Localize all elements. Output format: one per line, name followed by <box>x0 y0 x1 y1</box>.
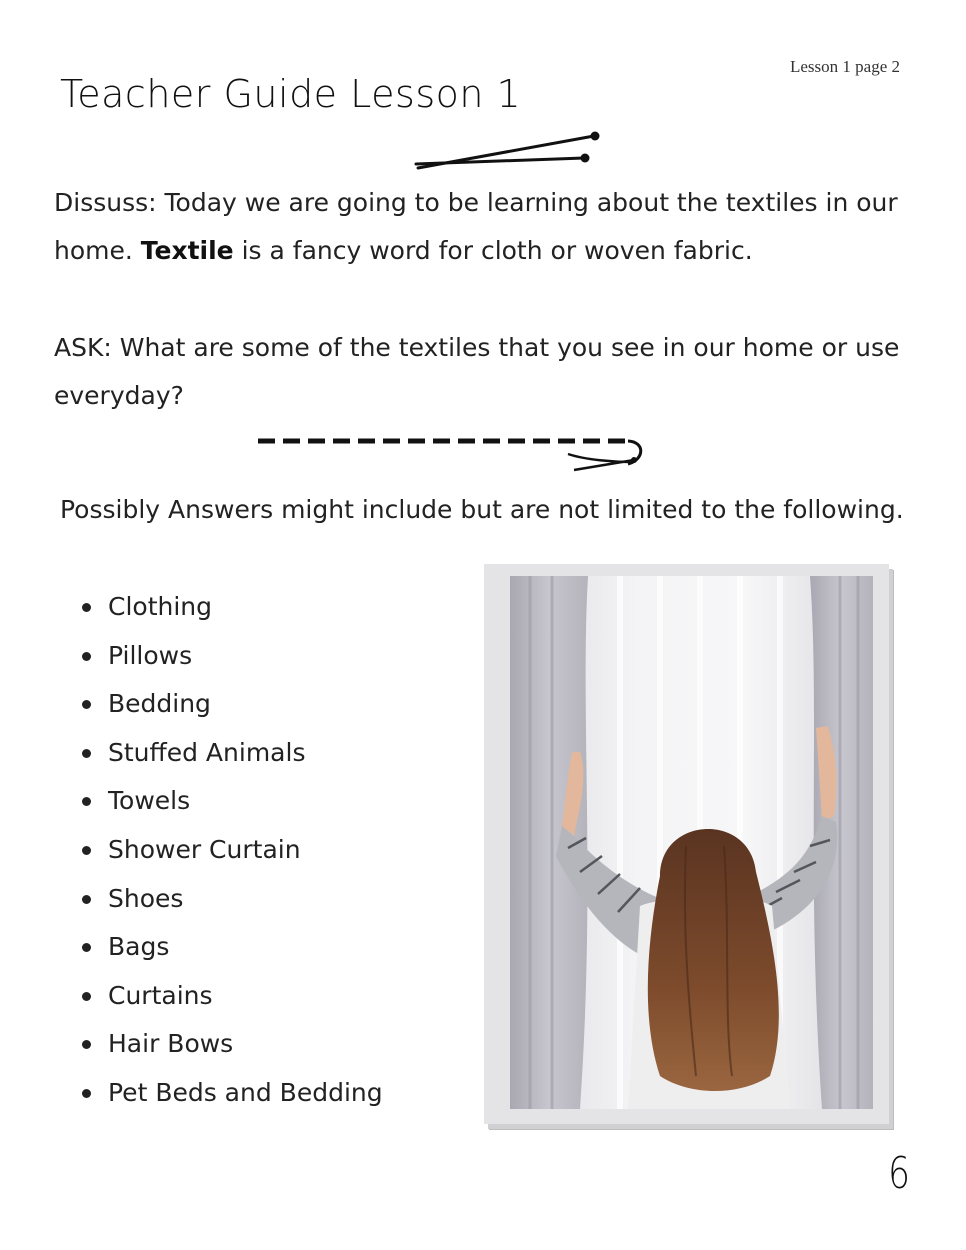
list-item: Clothing <box>108 583 383 632</box>
textile-term: Textile <box>140 236 234 265</box>
list-item: Stuffed Animals <box>108 729 383 778</box>
list-item: Curtains <box>108 972 383 1021</box>
list-item: Bedding <box>108 680 383 729</box>
answers-list <box>108 583 383 1118</box>
list-item: Hair Bows <box>108 1020 383 1069</box>
page-number: 6 <box>888 1148 910 1199</box>
list-item: Pillows <box>108 632 383 681</box>
page-title: Teacher Guide Lesson 1 <box>60 72 522 116</box>
discuss-text-end: is a fancy word for cloth or woven fabric. <box>233 236 753 265</box>
discuss-paragraph <box>54 179 934 275</box>
list-item: Pet Beds and Bedding <box>108 1069 383 1118</box>
photo-frame <box>484 564 889 1124</box>
answers-intro: Possibly Answers might include but are not limited to the following. <box>60 495 904 524</box>
list-item: Shoes <box>108 875 383 924</box>
needle-and-thread-icon <box>256 430 656 480</box>
ask-paragraph: ASK: What are some of the textiles that you see in our home or use everyday? <box>54 333 900 410</box>
lesson-page-label: Lesson 1 page 2 <box>789 57 900 76</box>
list-item: Shower Curtain <box>108 826 383 875</box>
curtain-photo <box>510 576 873 1109</box>
list-item: Bags <box>108 923 383 972</box>
list-item: Towels <box>108 777 383 826</box>
knitting-needles-icon <box>410 128 610 178</box>
discuss-text-start: Dissuss: Today we are going to be learning about the textiles in our home. <box>54 188 898 265</box>
